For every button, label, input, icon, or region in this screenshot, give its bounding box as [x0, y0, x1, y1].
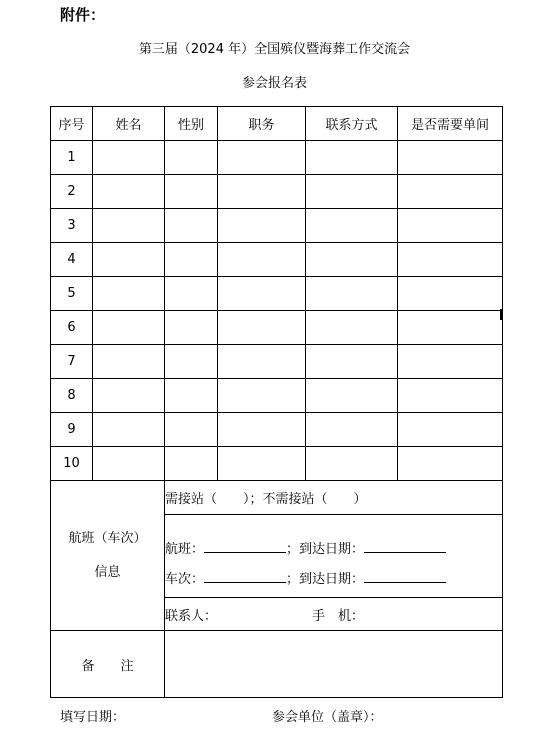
- fill-date-label: 填写日期：: [60, 710, 126, 725]
- entry-cell[interactable]: [398, 243, 503, 277]
- entry-cell[interactable]: [306, 447, 398, 481]
- registration-table: [50, 106, 503, 698]
- row-number: 8: [51, 379, 93, 413]
- table-row: [51, 379, 503, 413]
- entry-cell[interactable]: [93, 175, 165, 209]
- entry-cell[interactable]: [306, 141, 398, 175]
- entry-cell[interactable]: [93, 209, 165, 243]
- flight-info-cell: [165, 481, 503, 631]
- entry-cell[interactable]: [218, 345, 306, 379]
- entry-cell[interactable]: [93, 277, 165, 311]
- header-contact: 联系方式: [306, 107, 398, 141]
- table-row: [51, 277, 503, 311]
- entry-cell[interactable]: [218, 277, 306, 311]
- table-row: [51, 175, 503, 209]
- table-row: [51, 209, 503, 243]
- entry-cell[interactable]: [165, 209, 218, 243]
- entry-cell[interactable]: [398, 209, 503, 243]
- train-arrival-label: ；到达日期：: [286, 571, 365, 587]
- table-row: [51, 243, 503, 277]
- table-row: [51, 345, 503, 379]
- entry-cell[interactable]: [218, 447, 306, 481]
- remarks-cell[interactable]: [165, 631, 503, 698]
- train-number-blank[interactable]: [204, 571, 286, 583]
- row-number: 5: [51, 277, 93, 311]
- entry-cell[interactable]: [398, 413, 503, 447]
- flight-arrival-label: ；到达日期：: [286, 542, 365, 557]
- entry-cell[interactable]: [398, 141, 503, 175]
- entry-cell[interactable]: [306, 379, 398, 413]
- entry-cell[interactable]: [398, 379, 503, 413]
- entry-cell[interactable]: [218, 311, 306, 345]
- entry-cell[interactable]: [93, 379, 165, 413]
- entry-cell[interactable]: [398, 311, 503, 345]
- entry-cell[interactable]: [306, 175, 398, 209]
- header-gender: 性别: [165, 107, 218, 141]
- header-position: 职务: [218, 107, 306, 141]
- flight-label-line2: 信息: [94, 564, 121, 580]
- row-number: 10: [51, 447, 93, 481]
- flight-label-line1: 航班（车次）: [68, 530, 147, 546]
- flight-info-inner: [165, 481, 502, 630]
- entry-cell[interactable]: [306, 345, 398, 379]
- entry-cell[interactable]: [165, 141, 218, 175]
- entry-cell[interactable]: [165, 413, 218, 447]
- entry-cell[interactable]: [218, 209, 306, 243]
- entry-cell[interactable]: [93, 447, 165, 481]
- entry-cell[interactable]: [165, 243, 218, 277]
- entry-cell[interactable]: [398, 345, 503, 379]
- flight-number-blank[interactable]: [204, 541, 286, 553]
- row-number: 2: [51, 175, 93, 209]
- entry-cell[interactable]: [306, 277, 398, 311]
- entry-cell[interactable]: [218, 243, 306, 277]
- header-index: 序号: [51, 107, 93, 141]
- train-line: [165, 557, 502, 598]
- table-row: [51, 447, 503, 481]
- entry-cell[interactable]: [306, 243, 398, 277]
- entry-cell[interactable]: [218, 379, 306, 413]
- entry-cell[interactable]: [93, 243, 165, 277]
- row-number: 4: [51, 243, 93, 277]
- entry-cell[interactable]: [165, 277, 218, 311]
- entry-cell[interactable]: [165, 175, 218, 209]
- table-row: [51, 413, 503, 447]
- header-single-room: 是否需要单间: [398, 107, 503, 141]
- entry-cell[interactable]: [218, 413, 306, 447]
- entry-cell[interactable]: [398, 447, 503, 481]
- table-row: [51, 141, 503, 175]
- header-name: 姓名: [93, 107, 165, 141]
- remarks-label: 备 注: [51, 631, 165, 698]
- flight-info-row: [51, 481, 503, 631]
- entry-cell[interactable]: [165, 379, 218, 413]
- flight-number-label: 航班：: [165, 542, 205, 557]
- flight-info-label: [51, 481, 165, 631]
- entry-cell[interactable]: [93, 311, 165, 345]
- entry-cell[interactable]: [93, 413, 165, 447]
- entry-cell[interactable]: [93, 345, 165, 379]
- train-arrival-blank[interactable]: [364, 571, 446, 583]
- entry-cell[interactable]: [398, 277, 503, 311]
- entry-cell[interactable]: [306, 413, 398, 447]
- document-title: 第三届（2024 年）全国殡仪暨海葬工作交流会: [138, 42, 411, 57]
- entry-cell[interactable]: [306, 311, 398, 345]
- table-row: [51, 311, 503, 345]
- contact-person-label: 联系人：: [165, 608, 218, 624]
- entry-cell[interactable]: [218, 175, 306, 209]
- flight-line: [165, 515, 502, 558]
- entry-cell[interactable]: [165, 345, 218, 379]
- flight-arrival-blank[interactable]: [364, 541, 446, 553]
- entry-cell[interactable]: [218, 141, 306, 175]
- train-number-label: 车次：: [165, 571, 205, 587]
- entry-cell[interactable]: [93, 141, 165, 175]
- row-number: 9: [51, 413, 93, 447]
- pickup-line[interactable]: 需接站（ ）；不需接站（ ）: [165, 481, 502, 515]
- row-number: 3: [51, 209, 93, 243]
- row-number: 1: [51, 141, 93, 175]
- entry-cell[interactable]: [165, 311, 218, 345]
- row-number: 7: [51, 345, 93, 379]
- attachment-label: 附件：: [60, 6, 106, 24]
- entry-cell[interactable]: [398, 175, 503, 209]
- phone-label: 手 机：: [312, 608, 365, 624]
- entry-cell[interactable]: [165, 447, 218, 481]
- page-marker: [500, 309, 503, 320]
- remarks-row: [51, 631, 503, 698]
- form-title: 参会报名表: [241, 76, 307, 91]
- entry-cell[interactable]: [306, 209, 398, 243]
- unit-seal-label: 参会单位（盖章）：: [272, 710, 383, 725]
- table-header-row: [51, 107, 503, 141]
- row-number: 6: [51, 311, 93, 345]
- contact-line: [165, 598, 502, 631]
